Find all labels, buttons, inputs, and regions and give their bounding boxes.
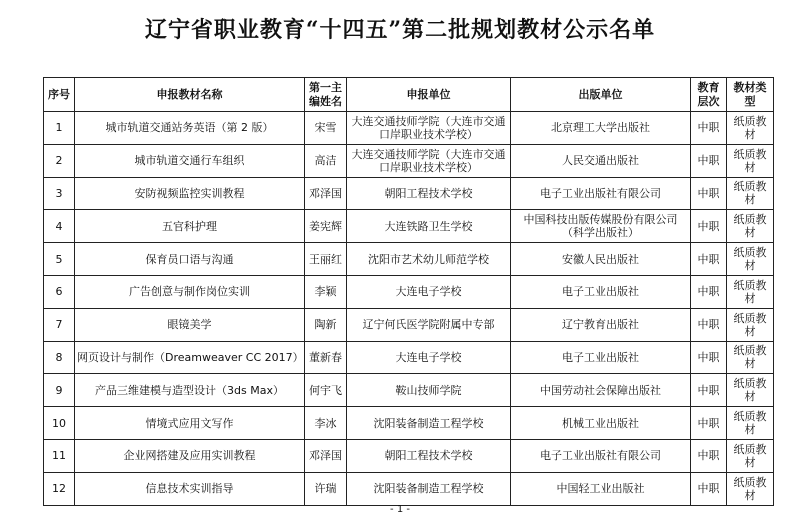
cell-textbook-name: 保育员口语与沟通	[75, 243, 305, 276]
cell-applicant-unit: 沈阳市艺术幼儿师范学校	[347, 243, 511, 276]
cell-applicant-unit: 大连电子学校	[347, 341, 511, 374]
cell-publisher: 机械工业出版社	[511, 407, 691, 440]
cell-applicant-unit: 鞍山技师学院	[347, 374, 511, 407]
cell-chief-editor: 姜宪辉	[305, 210, 347, 243]
table-row	[44, 308, 774, 341]
cell-publisher: 电子工业出版社	[511, 341, 691, 374]
cell-chief-editor: 陶新	[305, 308, 347, 341]
cell-applicant-unit: 大连电子学校	[347, 275, 511, 308]
cell-textbook-name: 五官科护理	[75, 210, 305, 243]
cell-textbook-type: 纸质教材	[727, 472, 774, 505]
cell-education-level: 中职	[691, 177, 727, 210]
cell-textbook-type: 纸质教材	[727, 112, 774, 145]
cell-applicant-unit: 沈阳装备制造工程学校	[347, 472, 511, 505]
table-row	[44, 472, 774, 505]
cell-applicant-unit: 大连交通技师学院（大连市交通口岸职业技术学校）	[347, 144, 511, 177]
cell-chief-editor: 邓泽国	[305, 439, 347, 472]
cell-publisher: 安徽人民出版社	[511, 243, 691, 276]
cell-education-level: 中职	[691, 144, 727, 177]
header-textbook-type: 教材类型	[727, 78, 774, 112]
cell-applicant-unit: 大连交通技师学院（大连市交通口岸职业技术学校）	[347, 112, 511, 145]
cell-textbook-name: 城市轨道交通行车组织	[75, 144, 305, 177]
cell-index: 1	[44, 112, 75, 145]
table-row	[44, 275, 774, 308]
cell-textbook-type: 纸质教材	[727, 243, 774, 276]
cell-education-level: 中职	[691, 275, 727, 308]
header-chief-editor: 第一主编姓名	[305, 78, 347, 112]
cell-textbook-type: 纸质教材	[727, 308, 774, 341]
cell-publisher: 电子工业出版社有限公司	[511, 177, 691, 210]
cell-publisher: 人民交通出版社	[511, 144, 691, 177]
page-number: - 1 -	[390, 504, 410, 515]
cell-textbook-type: 纸质教材	[727, 275, 774, 308]
table-row	[44, 407, 774, 440]
cell-index: 4	[44, 210, 75, 243]
table-row	[44, 210, 774, 243]
cell-index: 9	[44, 374, 75, 407]
cell-education-level: 中职	[691, 374, 727, 407]
cell-chief-editor: 李冰	[305, 407, 347, 440]
table-row	[44, 341, 774, 374]
cell-education-level: 中职	[691, 407, 727, 440]
cell-chief-editor: 王丽红	[305, 243, 347, 276]
cell-textbook-name: 网页设计与制作（Dreamweaver CC 2017）	[75, 341, 305, 374]
cell-publisher: 中国轻工业出版社	[511, 472, 691, 505]
cell-textbook-type: 纸质教材	[727, 341, 774, 374]
cell-textbook-type: 纸质教材	[727, 210, 774, 243]
cell-publisher: 中国科技出版传媒股份有限公司（科学出版社）	[511, 210, 691, 243]
cell-applicant-unit: 朝阳工程技术学校	[347, 439, 511, 472]
cell-chief-editor: 邓泽国	[305, 177, 347, 210]
cell-index: 10	[44, 407, 75, 440]
header-education-level: 教育层次	[691, 78, 727, 112]
cell-publisher: 北京理工大学出版社	[511, 112, 691, 145]
cell-textbook-type: 纸质教材	[727, 374, 774, 407]
cell-publisher: 电子工业出版社有限公司	[511, 439, 691, 472]
cell-chief-editor: 高洁	[305, 144, 347, 177]
cell-education-level: 中职	[691, 439, 727, 472]
cell-textbook-type: 纸质教材	[727, 407, 774, 440]
header-textbook-name: 申报教材名称	[75, 78, 305, 112]
cell-education-level: 中职	[691, 472, 727, 505]
header-index: 序号	[44, 78, 75, 112]
page-title: 辽宁省职业教育“十四五”第二批规划教材公示名单	[144, 17, 656, 43]
cell-textbook-name: 情境式应用文写作	[75, 407, 305, 440]
table-header-row	[44, 78, 774, 112]
cell-textbook-name: 城市轨道交通站务英语（第 2 版）	[75, 112, 305, 145]
cell-chief-editor: 董新春	[305, 341, 347, 374]
cell-publisher: 中国劳动社会保障出版社	[511, 374, 691, 407]
cell-publisher: 辽宁教育出版社	[511, 308, 691, 341]
cell-chief-editor: 何宇飞	[305, 374, 347, 407]
cell-textbook-name: 安防视频监控实训教程	[75, 177, 305, 210]
cell-chief-editor: 李颖	[305, 275, 347, 308]
header-publisher: 出版单位	[511, 78, 691, 112]
cell-education-level: 中职	[691, 112, 727, 145]
textbook-table	[43, 77, 774, 506]
cell-index: 2	[44, 144, 75, 177]
cell-index: 7	[44, 308, 75, 341]
cell-textbook-name: 企业网搭建及应用实训教程	[75, 439, 305, 472]
table-row	[44, 144, 774, 177]
cell-applicant-unit: 沈阳装备制造工程学校	[347, 407, 511, 440]
cell-textbook-name: 眼镜美学	[75, 308, 305, 341]
cell-textbook-type: 纸质教材	[727, 439, 774, 472]
cell-education-level: 中职	[691, 341, 727, 374]
cell-index: 5	[44, 243, 75, 276]
cell-index: 12	[44, 472, 75, 505]
cell-applicant-unit: 朝阳工程技术学校	[347, 177, 511, 210]
table-row	[44, 243, 774, 276]
cell-textbook-name: 产品三维建模与造型设计（3ds Max）	[75, 374, 305, 407]
cell-index: 3	[44, 177, 75, 210]
cell-publisher: 电子工业出版社	[511, 275, 691, 308]
table-row	[44, 439, 774, 472]
cell-education-level: 中职	[691, 243, 727, 276]
cell-textbook-name: 广告创意与制作岗位实训	[75, 275, 305, 308]
table-row	[44, 374, 774, 407]
header-applicant-unit: 申报单位	[347, 78, 511, 112]
cell-textbook-type: 纸质教材	[727, 177, 774, 210]
table-row	[44, 177, 774, 210]
cell-index: 6	[44, 275, 75, 308]
cell-textbook-type: 纸质教材	[727, 144, 774, 177]
cell-applicant-unit: 辽宁何氏医学院附属中专部	[347, 308, 511, 341]
cell-applicant-unit: 大连铁路卫生学校	[347, 210, 511, 243]
cell-chief-editor: 宋雪	[305, 112, 347, 145]
table-row	[44, 112, 774, 145]
cell-index: 11	[44, 439, 75, 472]
cell-index: 8	[44, 341, 75, 374]
cell-chief-editor: 许瑞	[305, 472, 347, 505]
cell-textbook-name: 信息技术实训指导	[75, 472, 305, 505]
cell-education-level: 中职	[691, 210, 727, 243]
cell-education-level: 中职	[691, 308, 727, 341]
